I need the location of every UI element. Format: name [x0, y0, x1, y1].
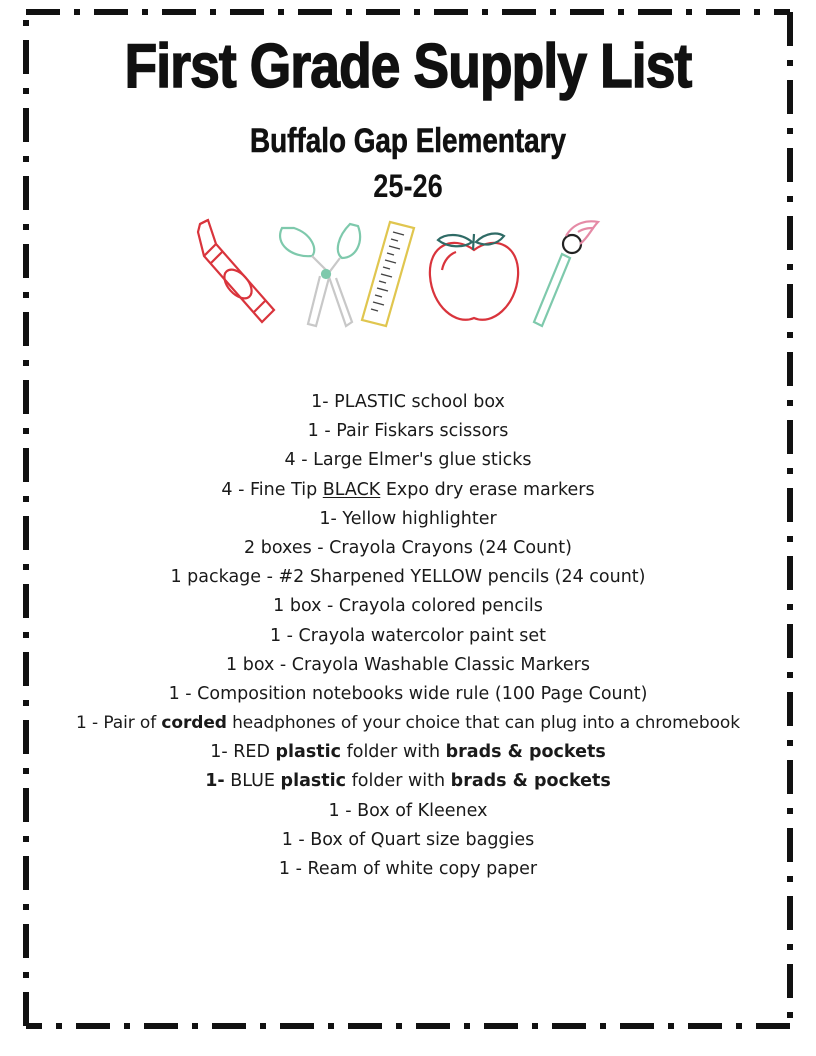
supply-item-text: 1 - Composition notebooks wide rule (100 Page Count)	[168, 683, 648, 704]
scissors-icon	[280, 224, 360, 326]
supply-item-text: 1- RED	[210, 742, 276, 763]
supply-item	[30, 563, 786, 592]
supply-item	[30, 388, 786, 417]
supply-item-text: brads & pockets	[450, 771, 611, 792]
supply-item-text: 2 boxes - Crayola Crayons (24 Count)	[244, 537, 572, 558]
ruler-icon	[362, 222, 414, 326]
page-title: First Grade Supply List	[124, 32, 692, 101]
supply-item-text: 1 box - Crayola colored pencils	[273, 596, 543, 617]
school-name: Buffalo Gap Elementary	[249, 122, 567, 160]
supply-item-text: folder with	[346, 771, 451, 792]
supply-item-text: brads & pockets	[445, 742, 606, 763]
supply-item	[30, 446, 786, 475]
supply-item	[30, 592, 786, 621]
supply-item-text: 1- PLASTIC school box	[311, 392, 505, 412]
supply-item-text: 1 package - #2 Sharpened YELLOW pencils (24 count)	[170, 567, 646, 588]
supply-item	[30, 622, 786, 651]
supply-item-text: plastic	[275, 742, 342, 763]
supply-item-text: Expo dry erase markers	[380, 479, 595, 500]
supply-item	[30, 797, 786, 826]
supply-item	[30, 417, 786, 446]
school-supplies-clipart	[190, 214, 610, 334]
supply-item	[30, 767, 786, 796]
supply-item-text: 1 - Crayola watercolor paint set	[269, 625, 546, 646]
supply-item-text: BLACK	[322, 479, 381, 500]
supply-item	[30, 505, 786, 534]
apple-icon	[430, 234, 518, 320]
supply-item-text: 1-	[205, 771, 225, 792]
supply-item-text: 1 - Ream of white copy paper	[278, 859, 538, 879]
supply-item-text: corded	[161, 713, 227, 734]
supply-item-text: 1 - Box of Quart size baggies	[281, 829, 535, 850]
supply-item-text: 1 - Box of Kleenex	[328, 800, 488, 821]
supply-item-text: plastic	[280, 771, 347, 792]
paintbrush-icon	[534, 221, 598, 326]
supply-item	[30, 476, 786, 505]
supply-item-text: 1 box - Crayola Washable Classic Markers	[226, 654, 590, 675]
supply-item-text: 1 - Pair Fiskars scissors	[307, 421, 509, 442]
supply-item-text: 4 - Fine Tip	[221, 479, 323, 500]
supply-item	[30, 651, 786, 680]
supply-item-text: folder with	[341, 742, 446, 763]
supply-item	[30, 709, 786, 738]
supply-list	[30, 388, 786, 884]
crayon-icon	[198, 220, 274, 322]
supply-item	[30, 680, 786, 709]
supply-item-text: BLUE	[224, 771, 281, 792]
supply-item-text: 1- Yellow highlighter	[319, 508, 497, 529]
supply-item-text: 1 - Pair of	[76, 713, 162, 734]
supply-item-text: headphones of your choice that can plug into a chromebook	[226, 713, 740, 734]
supply-item-text: 4 - Large Elmer's glue sticks	[284, 450, 532, 471]
supply-item	[30, 738, 786, 767]
supply-item	[30, 534, 786, 563]
school-year: 25-26	[373, 168, 443, 204]
supply-item	[30, 826, 786, 855]
supply-item	[30, 855, 786, 884]
